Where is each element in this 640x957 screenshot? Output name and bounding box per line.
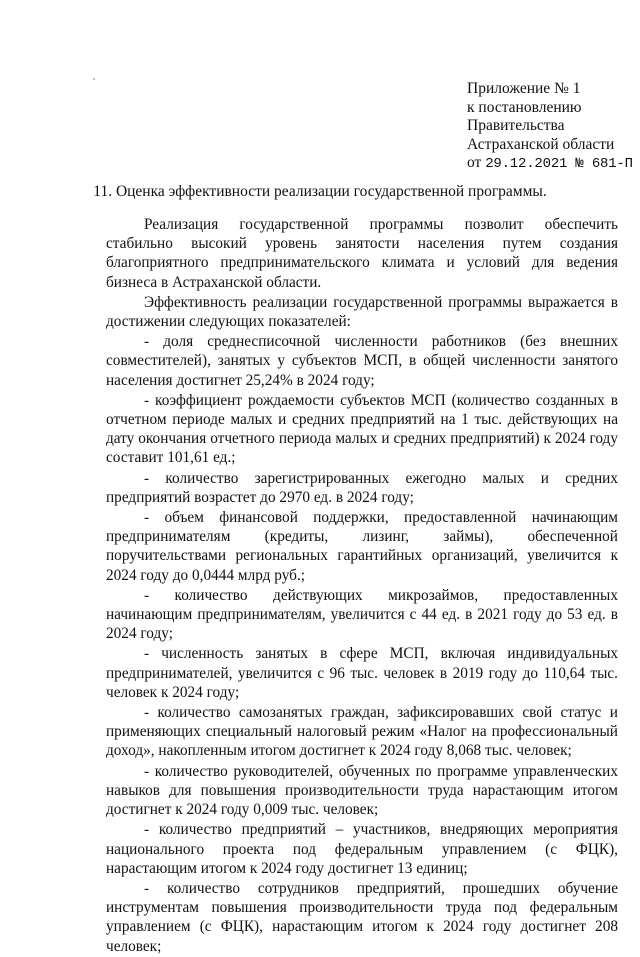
appendix-date-line xyxy=(467,154,633,174)
indicator-item: - численность занятых в сфере МСП, включая индивидуальных предпринимателей, увеличится с 96 тыс. человек в 2019 году до 110,64 тыс. человек к 2024 году; xyxy=(106,645,618,701)
paragraph: Эффективность реализации государственной программы выражается в достижении следующих показателей: xyxy=(106,293,618,331)
appendix-date-prefix: от xyxy=(467,154,486,171)
section-heading: 11. Оценка эффективности реализации государственной программы. xyxy=(93,183,547,200)
indicator-item: - количество предприятий – участников, внедряющих мероприятия национального проекта под федеральным управлением (с ФЦК), нарастающим итогом к 2024 году достигнет 13 единиц; xyxy=(106,821,618,877)
indicator-item: - количество руководителей, обученных по программе управленческих навыков для повышения производительности труда нарастающим итогом достигнет к 2024 году 0,009 тыс. человек; xyxy=(106,762,618,819)
indicator-item: - объем финансовой поддержки, предоставленной начинающим предпринимателям (кредиты, лизинг, займы), обеспеченной поручительствами региональных гарантийных организаций, увеличится к 2024 году до 0,0444 млрд руб.; xyxy=(106,509,618,584)
appendix-stamp xyxy=(467,80,633,174)
paragraph: Реализация государственной программы позволит обеспечить стабильно высокий уровень занятости населения путем создания благоприятного предпринимательского климата и условий для ведения бизнеса в Астраханской области. xyxy=(106,216,618,291)
indicator-item: - доля среднесписочной численности работников (без внешних совместителей), занятых у субъектов МСП, в общей численности занятого населения достигнет 25,24% в 2024 году; xyxy=(106,333,618,389)
indicator-item: - коэффициент рождаемости субъектов МСП (количество созданных в отчетном периоде малых и средних предприятий на 1 тыс. действующих на дату окончания отчетного периода малых и средних предприятий) к 2024 году составит 101,61 ед.; xyxy=(106,391,618,467)
indicator-item: - количество действующих микрозаймов, предоставленных начинающим предпринимателям, увеличится с 44 ед. в 2021 году до 53 ед. в 2024 году; xyxy=(106,586,618,643)
appendix-line-1: Приложение № 1 xyxy=(467,80,581,97)
indicator-item: - количество сотрудников предприятий, прошедших обучение инструментам повышения производительности труда под федеральным управлением (с ФЦК), нарастающим итогом к 2024 году достигнет 208 человек; xyxy=(106,879,618,955)
appendix-line-3: Правительства xyxy=(467,117,565,134)
document-body xyxy=(106,215,618,957)
indicator-item: - количество зарегистрированных ежегодно малых и средних предприятий возрастет до 2970 ед. в 2024 году; xyxy=(106,469,618,506)
indicator-item: - количество самозанятых граждан, зафиксировавших свой статус и применяющих специальный налоговый режим «Налог на профессиональный доход», накопленным итогом достигнет к 2024 году 8,068 тыс. человек; xyxy=(106,704,618,760)
appendix-date-value: 29.12.2021 № 681-П xyxy=(485,156,633,172)
scan-speck xyxy=(93,78,95,80)
appendix-line-4: Астраханской области xyxy=(467,135,615,153)
appendix-line-2: к постановлению xyxy=(467,98,582,116)
